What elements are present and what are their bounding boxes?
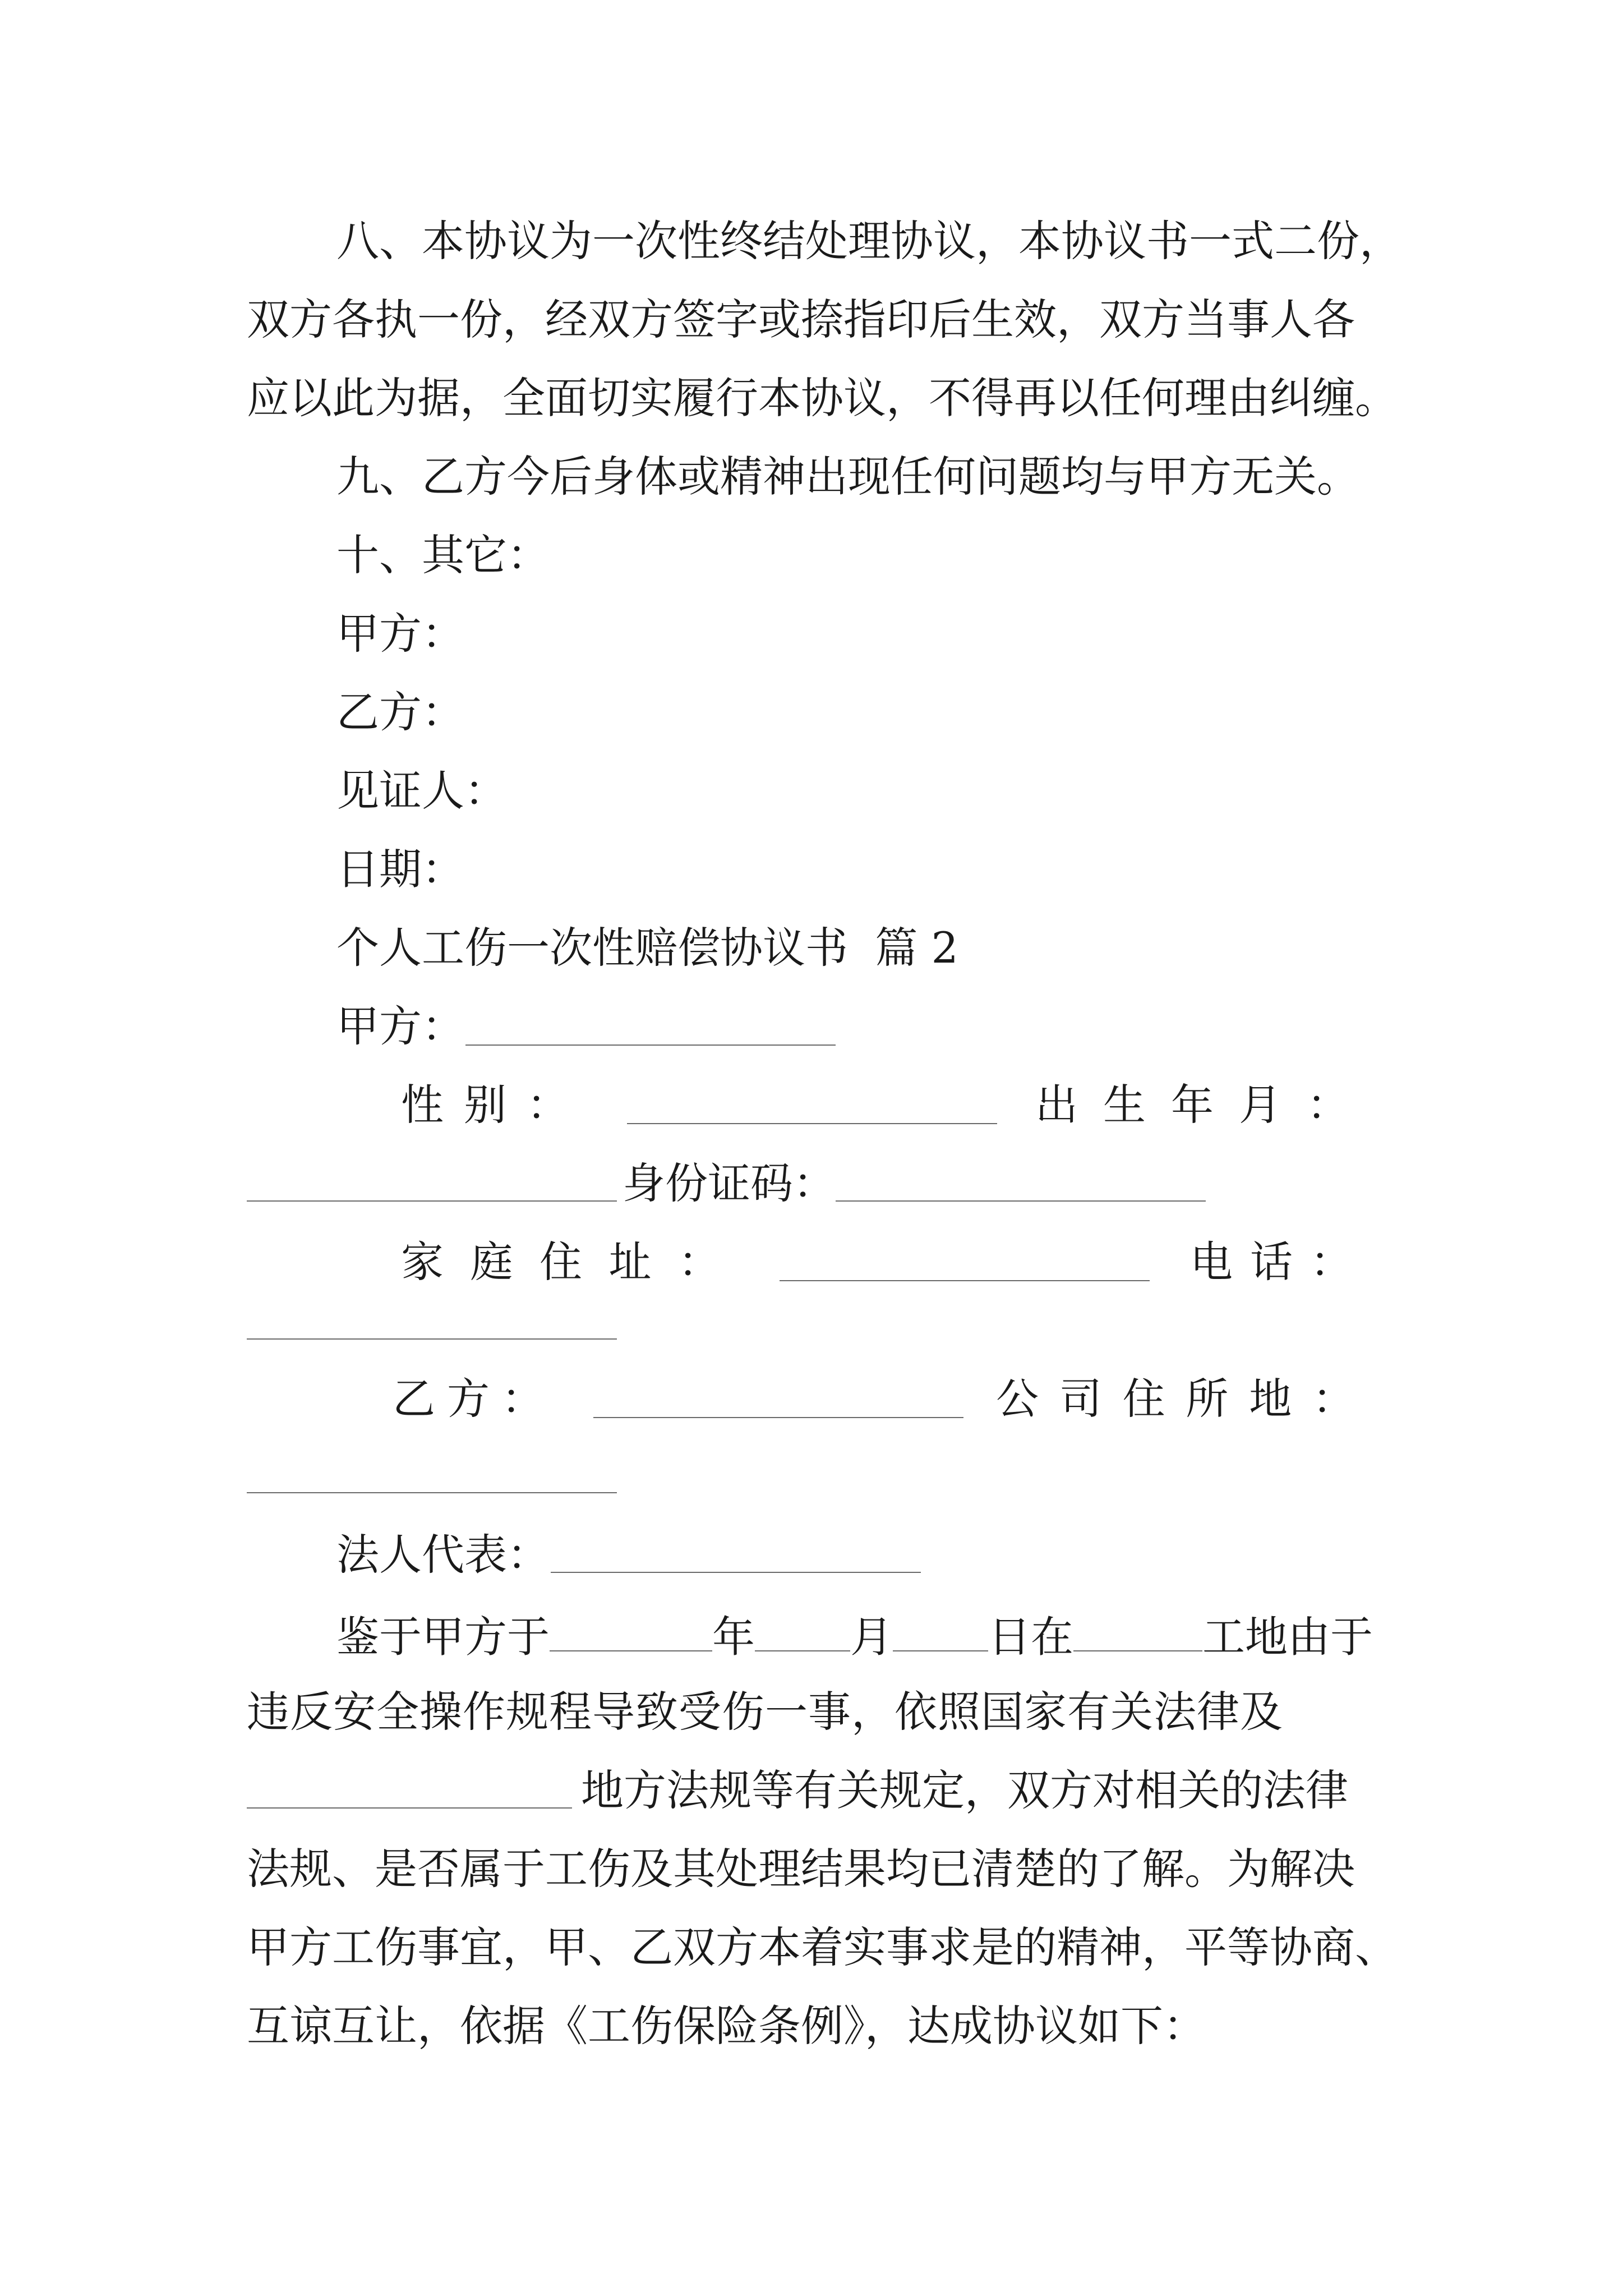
company-label [996,1374,1355,1424]
address-char-2: 庭 [470,1237,513,1287]
address-char-1: 家 [401,1237,444,1287]
gender-label [401,1080,569,1130]
phone-char-1: 电 [1190,1237,1233,1287]
birth-char-4: 月 [1239,1080,1281,1130]
birth-char-1: 出 [1035,1080,1078,1130]
company-char-4: 所 [1186,1374,1229,1424]
company-blank [247,1492,617,1493]
body-p6: 互谅互让，依据《工伤保险条例》，达成协议如下： [247,2001,1206,2051]
p1-site: 工地由于 [1202,1612,1373,1662]
site-blank [1073,1612,1202,1651]
sign-party-a: 甲方： [336,609,464,659]
clause9: 九、乙方今后身体或精神出现任何问题均与甲方无关。 [336,452,1359,501]
address-char-3: 住 [540,1237,582,1287]
company-char-3: 住 [1122,1374,1165,1424]
section2-title: 个人工伤一次性赔偿协议书 篇 2 [336,923,958,973]
body-p1 [336,1612,1373,1662]
body-p2: 违反安全操作规程导致受伤一事，依照国家有关法律及 [247,1687,1283,1737]
party-b-label [393,1374,544,1424]
gender-char-2: 别 [464,1080,506,1130]
sign-witness: 见证人： [336,766,507,816]
year-blank [550,1612,712,1651]
p1-month: 月 [850,1612,893,1662]
party-b-char-1: 乙 [393,1374,435,1424]
birth-char-3: 年 [1171,1080,1214,1130]
legal-rep-blank [551,1572,921,1573]
month-blank [755,1612,850,1651]
body-p4: 法规、是否属于工伤及其处理结果均已清楚的了解。为解决 [247,1844,1355,1894]
gender-colon: ： [527,1080,569,1130]
p1-prefix: 鉴于甲方于 [336,1612,550,1662]
gender-char-1: 性 [401,1080,444,1130]
day-blank [893,1612,988,1651]
company-colon: ： [1312,1374,1355,1424]
company-char-2: 司 [1059,1374,1102,1424]
id-blank [836,1200,1206,1202]
form-party-a-label: 甲方： [336,1001,464,1051]
clause8-line2: 双方各执一份，经双方签字或捺指印后生效，双方当事人各 [247,295,1355,344]
phone-char-2: 话 [1250,1237,1293,1287]
address-char-4: 址 [608,1237,652,1287]
address-colon: ： [678,1237,721,1287]
phone-label [1190,1237,1353,1287]
p1-year: 年 [712,1612,755,1662]
p1-day: 日在 [988,1612,1073,1662]
party-b-colon: ： [501,1374,544,1424]
sign-date: 日期： [336,844,464,894]
legal-rep-label: 法人代表： [336,1530,550,1580]
regulation-blank [247,1807,572,1809]
sign-party-b: 乙方： [336,687,464,737]
clause10: 十、其它： [336,530,550,580]
company-char-1: 公 [996,1374,1039,1424]
address-blank [780,1280,1150,1281]
company-char-5: 地 [1249,1374,1292,1424]
id-label: 身份证码： [623,1158,836,1208]
party-b-blank [593,1417,963,1418]
party-b-char-2: 方 [447,1374,490,1424]
phone-colon: ： [1310,1237,1353,1287]
party-a-blank [465,1045,836,1046]
clause8-line3: 应以此为据，全面切实履行本协议，不得再以任何理由纠缠。 [247,373,1398,423]
birth-char-2: 生 [1103,1080,1146,1130]
birth-colon: ： [1307,1080,1349,1130]
birth-label [1035,1080,1349,1130]
body-p3: 地方法规等有关规定，双方对相关的法律 [581,1765,1348,1815]
phone-blank [247,1338,617,1340]
birth-blank [247,1200,617,1202]
body-p5: 甲方工伤事宜，甲、乙双方本着实事求是的精神，平等协商、 [247,1922,1398,1972]
gender-blank [627,1123,997,1124]
clause8-line1: 八、本协议为一次性终结处理协议，本协议书一式二份， [336,216,1402,266]
address-label [401,1237,721,1287]
